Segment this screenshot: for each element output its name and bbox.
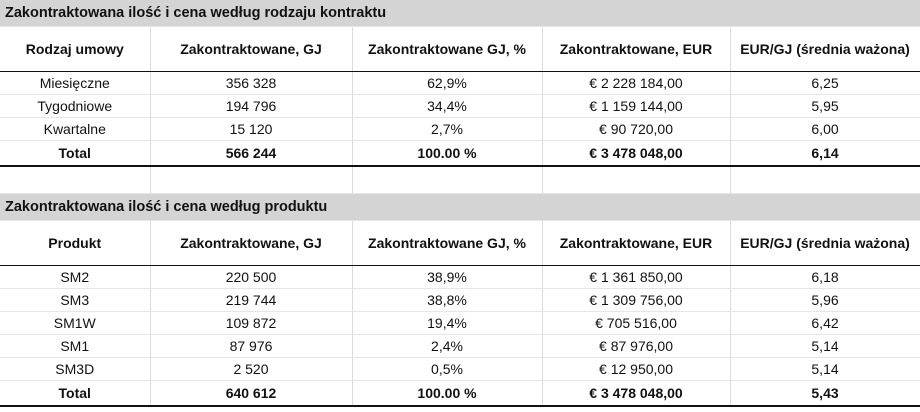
table-row [0, 95, 920, 118]
table-cell[interactable]: 2 520 [150, 358, 352, 381]
table-cell[interactable]: 6,42 [730, 312, 920, 335]
empty-cell[interactable] [352, 166, 542, 194]
table-cell[interactable]: € 1 361 850,00 [542, 266, 730, 289]
table-row [0, 335, 920, 358]
total-cell[interactable]: Total [0, 381, 150, 407]
total-cell[interactable]: 5,43 [730, 381, 920, 407]
table-row [0, 358, 920, 381]
table2-title-row [0, 194, 920, 221]
table2-header-cell[interactable]: Produkt [0, 221, 150, 266]
table-cell[interactable]: 5,14 [730, 335, 920, 358]
empty-cell[interactable] [150, 166, 352, 194]
table2-total-row [0, 381, 920, 407]
total-cell[interactable]: 100.00 % [352, 381, 542, 407]
table1-header-row [0, 27, 920, 72]
table-cell[interactable]: € 1 159 144,00 [542, 95, 730, 118]
table-cell[interactable]: SM1W [0, 312, 150, 335]
table1-title-row [0, 0, 920, 27]
table2-header-cell[interactable]: EUR/GJ (średnia ważona) [730, 221, 920, 266]
table-cell[interactable]: 15 120 [150, 118, 352, 141]
table-row [0, 266, 920, 289]
table-cell[interactable]: 5,95 [730, 95, 920, 118]
table-row [0, 289, 920, 312]
total-cell[interactable]: € 3 478 048,00 [542, 381, 730, 407]
table-cell[interactable]: SM1 [0, 335, 150, 358]
total-cell[interactable]: 6,14 [730, 141, 920, 167]
table-cell[interactable]: 87 976 [150, 335, 352, 358]
table-row [0, 312, 920, 335]
table-cell[interactable]: € 2 228 184,00 [542, 72, 730, 95]
table1-header-cell[interactable]: Zakontraktowane, GJ [150, 27, 352, 72]
table-cell[interactable]: 38,8% [352, 289, 542, 312]
total-cell[interactable]: 100.00 % [352, 141, 542, 167]
table-cell[interactable]: 6,18 [730, 266, 920, 289]
table-cell[interactable]: Kwartalne [0, 118, 150, 141]
table2-title[interactable]: Zakontraktowana ilość i cena według produktu [0, 194, 920, 221]
table-row [0, 118, 920, 141]
table-cell[interactable]: € 705 516,00 [542, 312, 730, 335]
table-cell[interactable]: 194 796 [150, 95, 352, 118]
table-cell[interactable]: 34,4% [352, 95, 542, 118]
table1-header-cell[interactable]: Zakontraktowane, EUR [542, 27, 730, 72]
table1-title[interactable]: Zakontraktowana ilość i cena według rodzaju kontraktu [0, 0, 920, 27]
table-cell[interactable]: SM3 [0, 289, 150, 312]
table-cell[interactable]: 6,25 [730, 72, 920, 95]
table-cell[interactable]: 0,5% [352, 358, 542, 381]
table2-header-cell[interactable]: Zakontraktowane GJ, % [352, 221, 542, 266]
table-cell[interactable]: Miesięczne [0, 72, 150, 95]
table2-header-cell[interactable]: Zakontraktowane, GJ [150, 221, 352, 266]
total-cell[interactable]: 640 612 [150, 381, 352, 407]
table1-header-cell[interactable]: Rodzaj umowy [0, 27, 150, 72]
empty-cell[interactable] [542, 166, 730, 194]
empty-row [0, 166, 920, 194]
table-cell[interactable]: 356 328 [150, 72, 352, 95]
table1-header-cell[interactable]: Zakontraktowane GJ, % [352, 27, 542, 72]
table-cell[interactable]: 2,7% [352, 118, 542, 141]
table-cell[interactable]: 109 872 [150, 312, 352, 335]
table-cell[interactable]: 38,9% [352, 266, 542, 289]
table-cell[interactable]: Tygodniowe [0, 95, 150, 118]
table-cell[interactable]: 220 500 [150, 266, 352, 289]
empty-cell[interactable] [0, 166, 150, 194]
table1-total-row [0, 141, 920, 167]
table-cell[interactable]: 62,9% [352, 72, 542, 95]
table-cell[interactable]: 6,00 [730, 118, 920, 141]
table-cell[interactable]: 19,4% [352, 312, 542, 335]
total-cell[interactable]: 566 244 [150, 141, 352, 167]
table2-header-row [0, 221, 920, 266]
table-cell[interactable]: 2,4% [352, 335, 542, 358]
total-cell[interactable]: Total [0, 141, 150, 167]
table-cell[interactable]: 219 744 [150, 289, 352, 312]
table-cell[interactable]: € 1 309 756,00 [542, 289, 730, 312]
table-cell[interactable]: € 87 976,00 [542, 335, 730, 358]
table-row [0, 72, 920, 95]
table-cell[interactable]: SM3D [0, 358, 150, 381]
empty-cell[interactable] [730, 166, 920, 194]
table-cell[interactable]: 5,96 [730, 289, 920, 312]
table-cell[interactable]: € 12 950,00 [542, 358, 730, 381]
total-cell[interactable]: € 3 478 048,00 [542, 141, 730, 167]
table2-header-cell[interactable]: Zakontraktowane, EUR [542, 221, 730, 266]
table-cell[interactable]: 5,14 [730, 358, 920, 381]
table1-header-cell[interactable]: EUR/GJ (średnia ważona) [730, 27, 920, 72]
table-cell[interactable]: SM2 [0, 266, 150, 289]
table-cell[interactable]: € 90 720,00 [542, 118, 730, 141]
